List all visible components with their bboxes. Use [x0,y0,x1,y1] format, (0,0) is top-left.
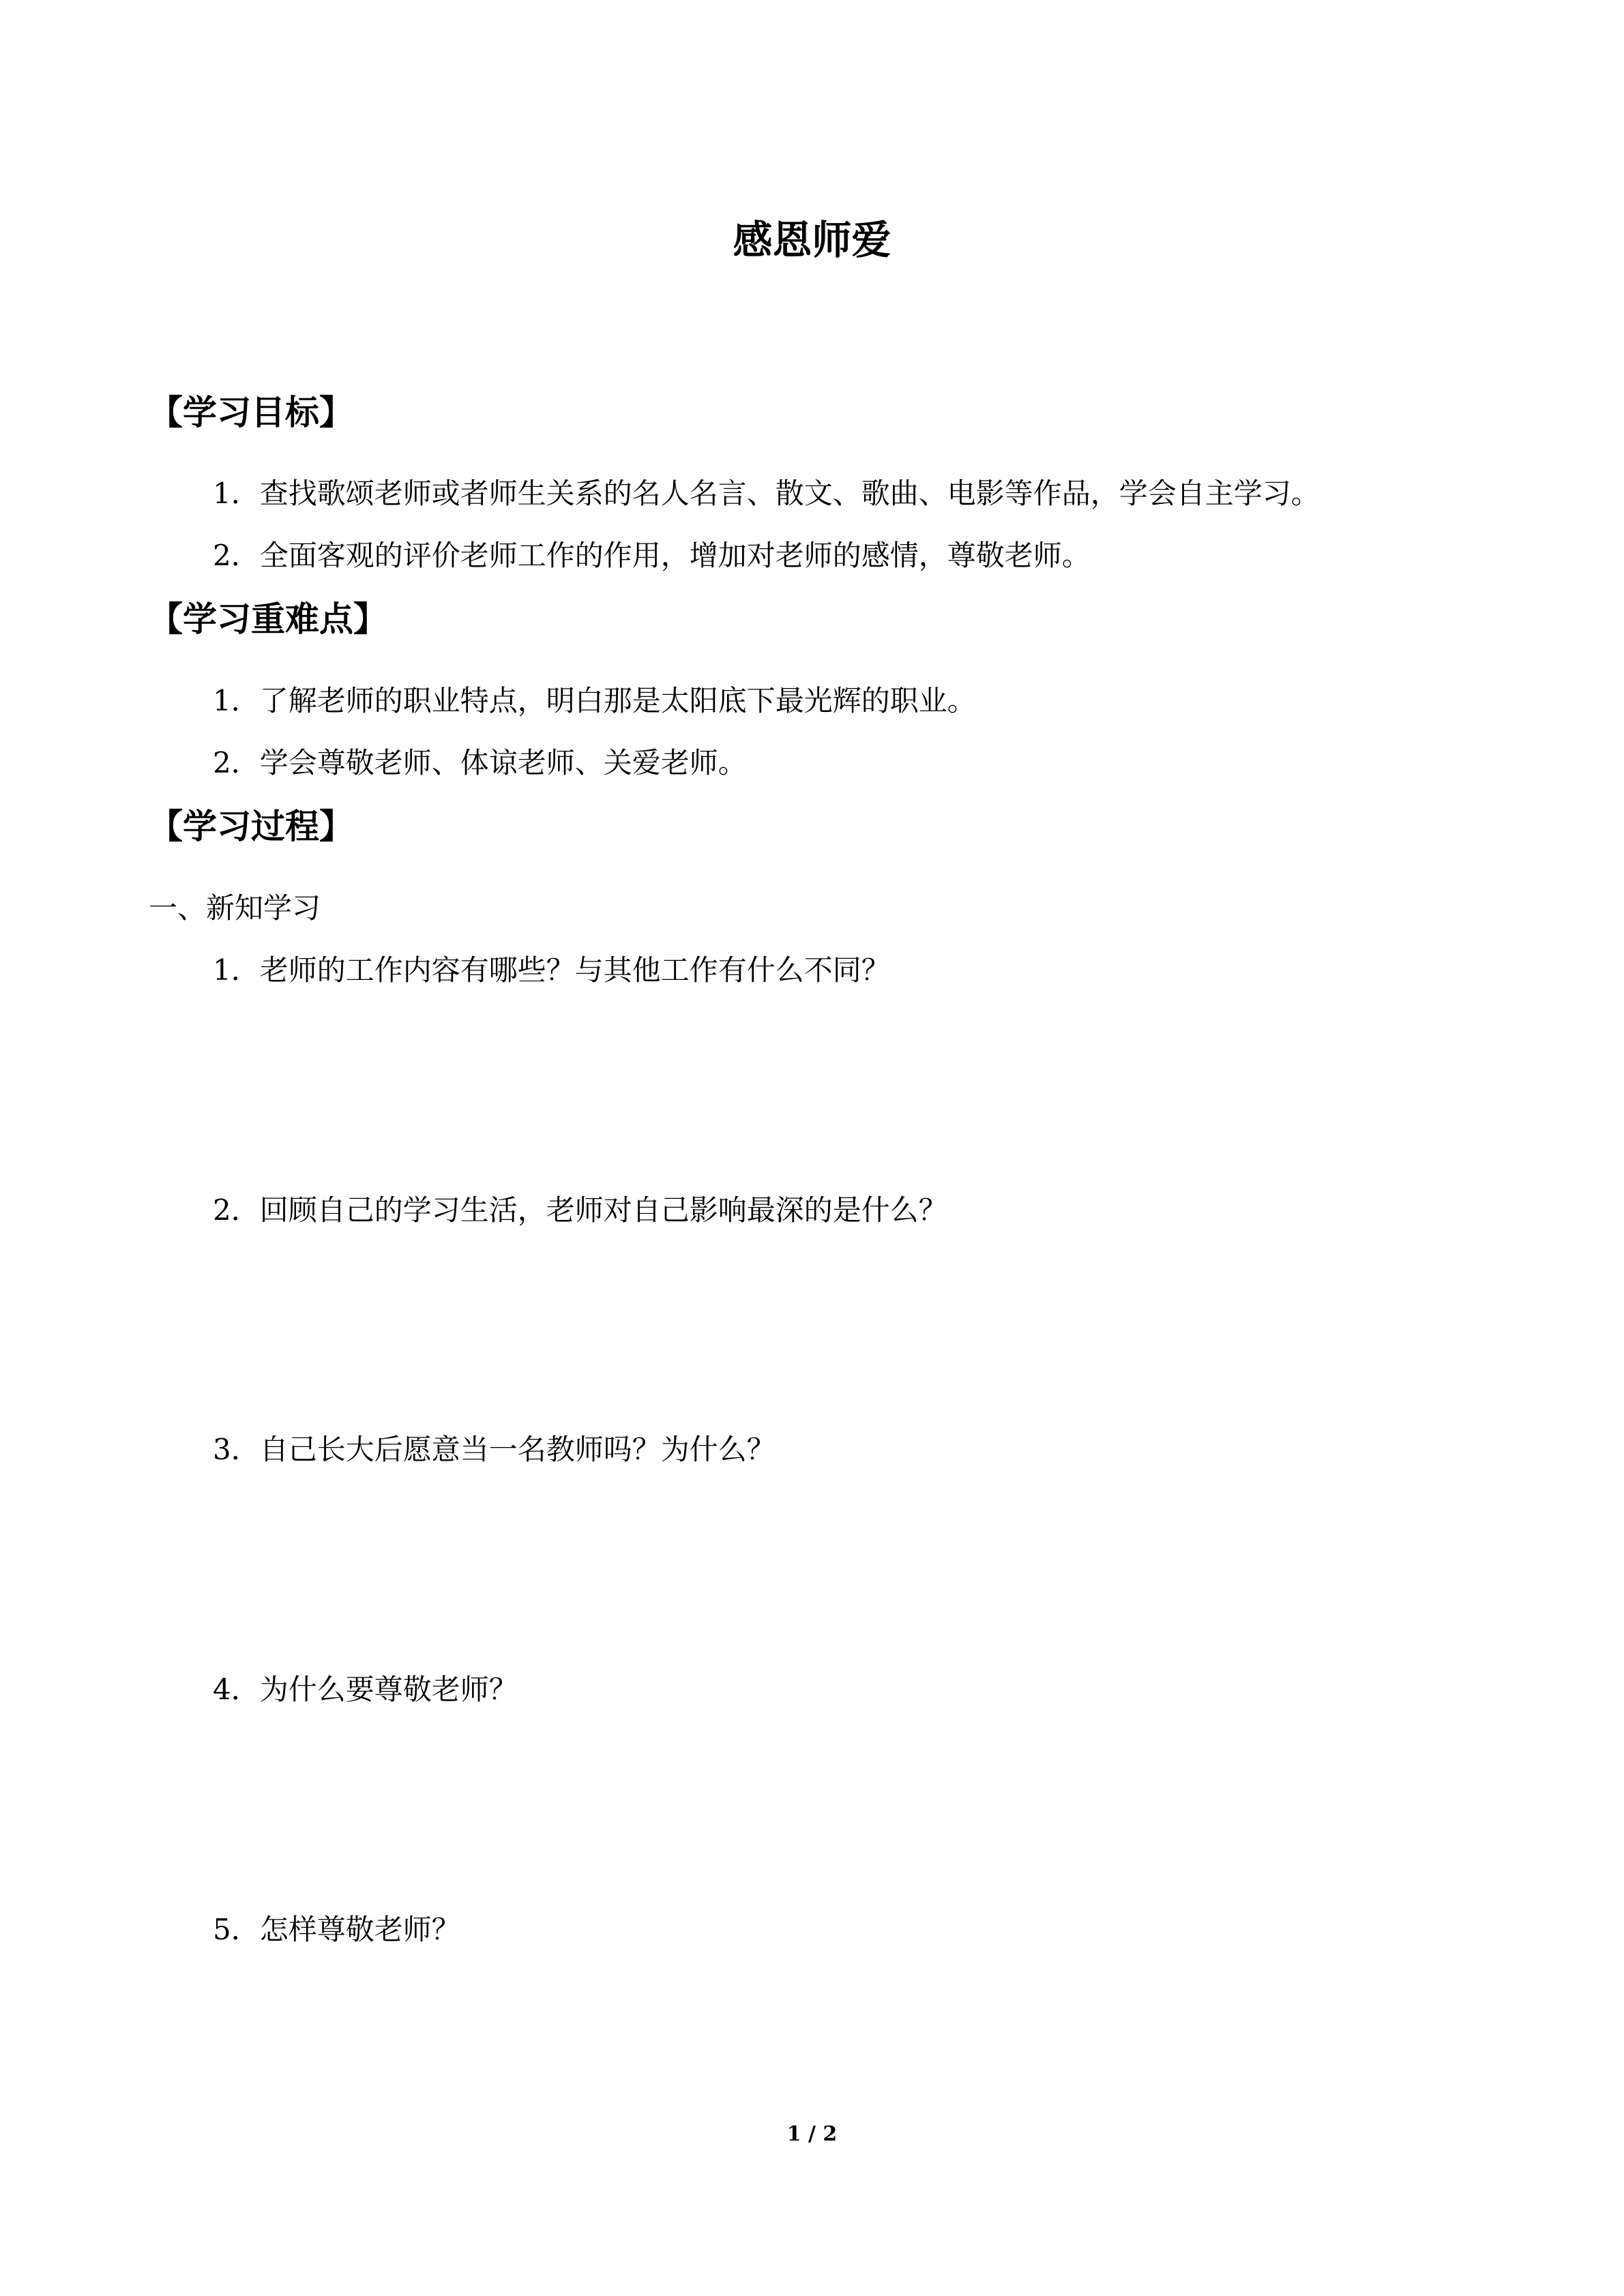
question-item-2: 2．回顾自己的学习生活，老师对自己影响最深的是什么？ [213,1193,947,1227]
page-number: 1 / 2 [786,2122,838,2146]
question-item-4: 4．为什么要尊敬老师？ [213,1673,518,1706]
section-heading-goals: 【学习目标】 [149,393,353,432]
page-title: 感恩师爱 [733,217,891,263]
section-heading-key-points: 【学习重难点】 [149,599,387,639]
key-point-item-2: 2．学会尊敬老师、体谅老师、关爱老师。 [213,746,747,779]
section-heading-process: 【学习过程】 [149,807,353,846]
goal-item-1: 1．查找歌颂老师或者师生关系的名人名言、散文、歌曲、电影等作品，学会自主学习。 [213,477,1320,510]
key-point-item-1: 1．了解老师的职业特点，明白那是太阳底下最光辉的职业。 [213,684,976,717]
question-item-1: 1．老师的工作内容有哪些？与其他工作有什么不同？ [213,953,890,987]
question-item-3: 3．自己长大后愿意当一名教师吗？为什么？ [213,1433,776,1466]
process-subheading: 一、新知学习 [149,891,321,925]
goal-item-2: 2．全面客观的评价老师工作的作用，增加对老师的感情，尊敬老师。 [213,539,1091,572]
question-item-5: 5．怎样尊敬老师？ [213,1913,460,1946]
